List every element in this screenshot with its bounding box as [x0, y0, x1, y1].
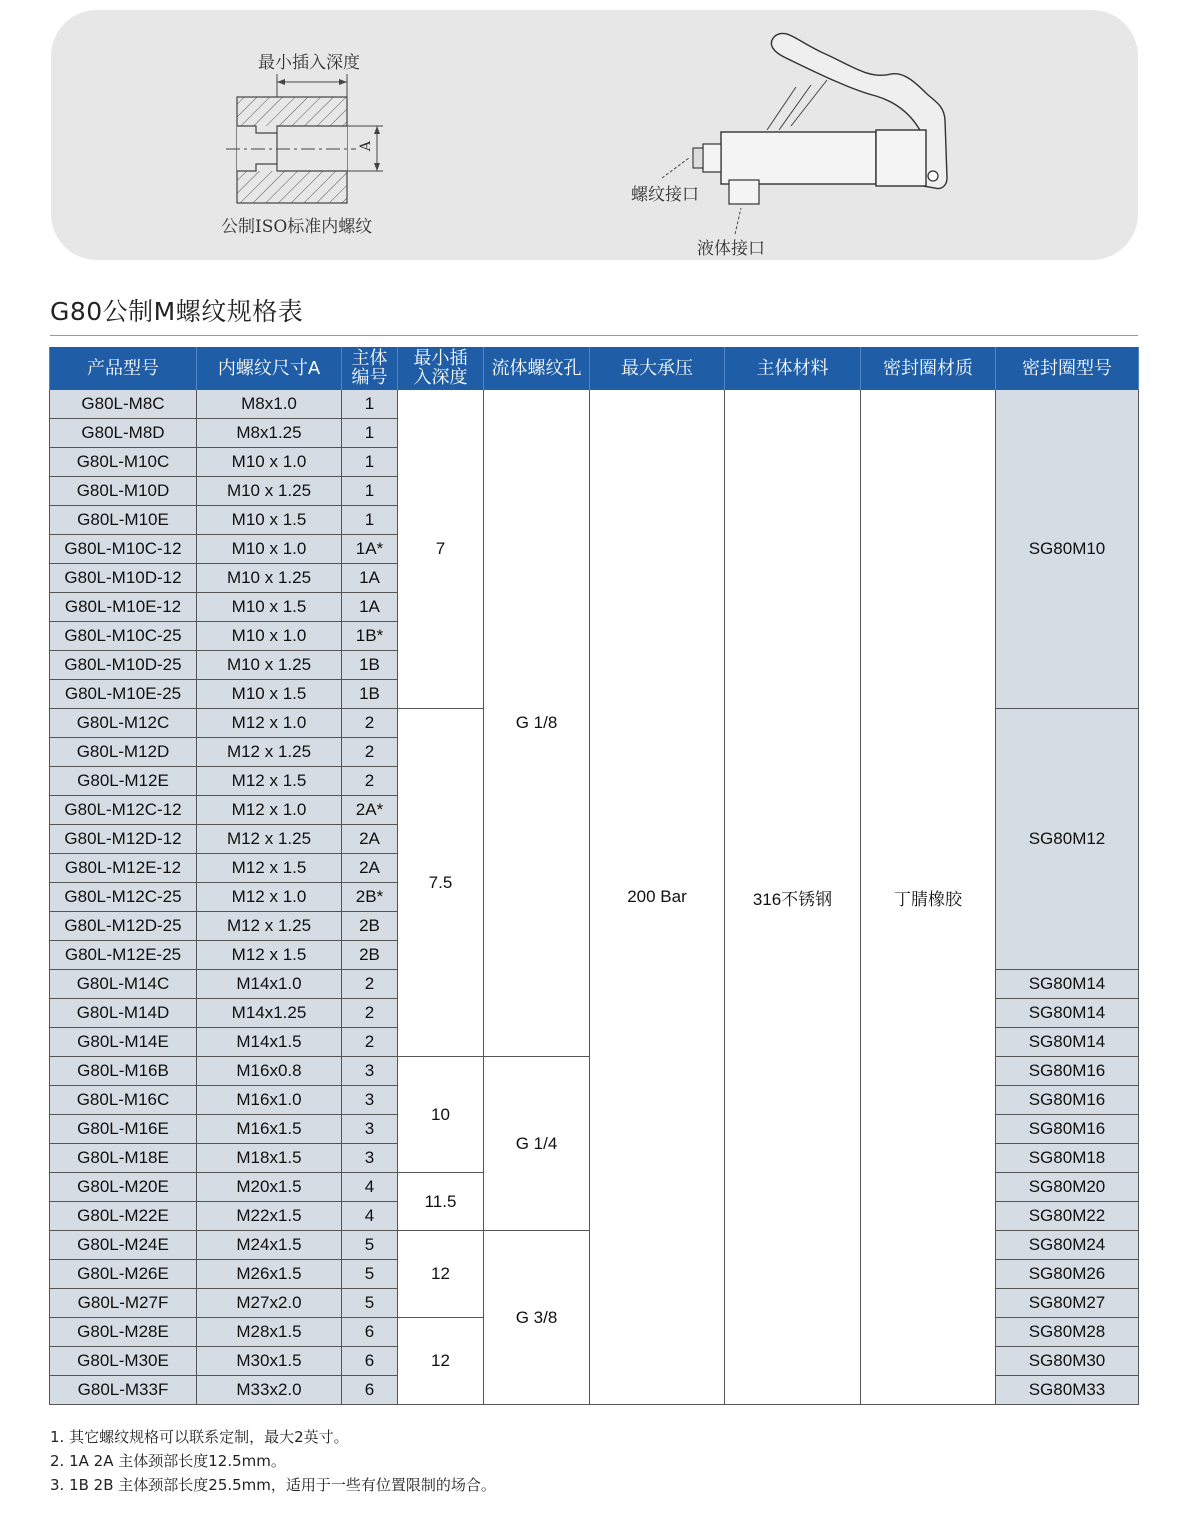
- body-no-cell: 2: [342, 970, 398, 999]
- spec-table: [49, 347, 1139, 1405]
- min-depth-label: 最小插入深度: [258, 53, 360, 73]
- min-depth-cell: 11.5: [398, 1173, 484, 1231]
- thread-size-cell: M10 x 1.5: [197, 680, 342, 709]
- note-3: 3. 1B 2B 主体颈部长度25.5mm，适用于一些有位置限制的场合。: [50, 1476, 496, 1494]
- diagram-drawing: [51, 10, 1138, 260]
- title-divider: [50, 335, 1138, 336]
- body-no-cell: 2B: [342, 912, 398, 941]
- body-no-cell: 1A*: [342, 535, 398, 564]
- body-no-cell: 6: [342, 1318, 398, 1347]
- thread-size-cell: M10 x 1.5: [197, 593, 342, 622]
- body-no-cell: 1A: [342, 564, 398, 593]
- thread-size-cell: M24x1.5: [197, 1231, 342, 1260]
- body-no-cell: 5: [342, 1260, 398, 1289]
- thread-size-cell: M14x1.25: [197, 999, 342, 1028]
- table-row: [50, 390, 1139, 419]
- thread-size-cell: M8x1.25: [197, 419, 342, 448]
- thread-size-cell: M10 x 1.25: [197, 564, 342, 593]
- body-no-cell: 1: [342, 477, 398, 506]
- model-cell: G80L-M14C: [50, 970, 197, 999]
- model-cell: G80L-M10C: [50, 448, 197, 477]
- body-no-cell: 1B: [342, 680, 398, 709]
- thread-size-cell: M12 x 1.0: [197, 883, 342, 912]
- model-cell: G80L-M20E: [50, 1173, 197, 1202]
- thread-size-cell: M10 x 1.0: [197, 535, 342, 564]
- thread-size-cell: M12 x 1.0: [197, 796, 342, 825]
- thread-size-cell: M16x1.0: [197, 1086, 342, 1115]
- max-pressure-cell: 200 Bar: [590, 390, 725, 1405]
- thread-size-cell: M12 x 1.25: [197, 825, 342, 854]
- thread-size-cell: M12 x 1.5: [197, 767, 342, 796]
- body-no-cell: 6: [342, 1376, 398, 1405]
- header-body-no: 主体 编号: [342, 347, 398, 390]
- body-no-cell: 2B*: [342, 883, 398, 912]
- model-cell: G80L-M12D-12: [50, 825, 197, 854]
- thread-size-cell: M10 x 1.0: [197, 622, 342, 651]
- table-header-row: [50, 347, 1139, 390]
- model-cell: G80L-M33F: [50, 1376, 197, 1405]
- thread-size-cell: M26x1.5: [197, 1260, 342, 1289]
- body-no-cell: 2A: [342, 854, 398, 883]
- body-no-cell: 2B: [342, 941, 398, 970]
- note-2: 2. 1A 2A 主体颈部长度12.5mm。: [50, 1452, 286, 1470]
- model-cell: G80L-M18E: [50, 1144, 197, 1173]
- body-no-cell: 1: [342, 419, 398, 448]
- header-min-depth: 最小插 入深度: [398, 347, 484, 390]
- min-depth-cell: 12: [398, 1318, 484, 1405]
- model-cell: G80L-M12C-12: [50, 796, 197, 825]
- model-cell: G80L-M12E-25: [50, 941, 197, 970]
- thread-size-cell: M12 x 1.0: [197, 709, 342, 738]
- thread-size-cell: M18x1.5: [197, 1144, 342, 1173]
- thread-size-cell: M12 x 1.5: [197, 941, 342, 970]
- body-no-cell: 2: [342, 709, 398, 738]
- seal-material-cell: 丁腈橡胶: [861, 390, 996, 1405]
- body-no-cell: 2: [342, 738, 398, 767]
- body-no-cell: 3: [342, 1057, 398, 1086]
- seal-model-cell: SG80M18: [996, 1144, 1139, 1173]
- model-cell: G80L-M27F: [50, 1289, 197, 1318]
- thread-section-drawing: [226, 74, 383, 203]
- body-no-cell: 5: [342, 1231, 398, 1260]
- body-no-cell: 1B: [342, 651, 398, 680]
- body-no-cell: 4: [342, 1173, 398, 1202]
- header-seal-model: 密封圈型号: [996, 347, 1139, 390]
- model-cell: G80L-M8C: [50, 390, 197, 419]
- body-no-cell: 1B*: [342, 622, 398, 651]
- thread-size-cell: M8x1.0: [197, 390, 342, 419]
- fluid-port-cell: G 1/4: [484, 1057, 590, 1231]
- header-body-material: 主体材料: [725, 347, 861, 390]
- model-cell: G80L-M14E: [50, 1028, 197, 1057]
- seal-model-cell: SG80M24: [996, 1231, 1139, 1260]
- model-cell: G80L-M26E: [50, 1260, 197, 1289]
- thread-size-cell: M10 x 1.25: [197, 477, 342, 506]
- seal-model-cell: SG80M20: [996, 1173, 1139, 1202]
- model-cell: G80L-M8D: [50, 419, 197, 448]
- thread-standard-label: 公制ISO标准内螺纹: [221, 217, 373, 237]
- model-cell: G80L-M10C-25: [50, 622, 197, 651]
- thread-size-cell: M30x1.5: [197, 1347, 342, 1376]
- model-cell: G80L-M28E: [50, 1318, 197, 1347]
- seal-model-cell: SG80M27: [996, 1289, 1139, 1318]
- body-no-cell: 2: [342, 767, 398, 796]
- body-no-cell: 4: [342, 1202, 398, 1231]
- seal-model-cell: SG80M16: [996, 1057, 1139, 1086]
- body-no-cell: 1: [342, 390, 398, 419]
- model-cell: G80L-M10C-12: [50, 535, 197, 564]
- section-title: G80公制M螺纹规格表: [50, 297, 304, 326]
- thread-size-cell: M14x1.5: [197, 1028, 342, 1057]
- model-cell: G80L-M12E-12: [50, 854, 197, 883]
- body-no-cell: 2A: [342, 825, 398, 854]
- min-depth-cell: 7.5: [398, 709, 484, 1057]
- body-no-cell: 3: [342, 1144, 398, 1173]
- header-max-pressure: 最大承压: [590, 347, 725, 390]
- model-cell: G80L-M14D: [50, 999, 197, 1028]
- model-cell: G80L-M16E: [50, 1115, 197, 1144]
- seal-model-cell: SG80M10: [996, 390, 1139, 709]
- note-1: 1. 其它螺纹规格可以联系定制，最大2英寸。: [50, 1428, 349, 1446]
- header-fluid-port: 流体螺纹孔: [484, 347, 590, 390]
- seal-model-cell: SG80M14: [996, 999, 1139, 1028]
- body-no-cell: 2A*: [342, 796, 398, 825]
- thread-size-cell: M28x1.5: [197, 1318, 342, 1347]
- body-no-cell: 1A: [342, 593, 398, 622]
- thread-size-cell: M27x2.0: [197, 1289, 342, 1318]
- body-no-cell: 5: [342, 1289, 398, 1318]
- thread-size-cell: M12 x 1.25: [197, 738, 342, 767]
- model-cell: G80L-M10D-25: [50, 651, 197, 680]
- diagram-panel: [51, 10, 1138, 260]
- seal-model-cell: SG80M14: [996, 970, 1139, 999]
- notes: [50, 1425, 496, 1497]
- thread-size-cell: M10 x 1.0: [197, 448, 342, 477]
- body-no-cell: 2: [342, 1028, 398, 1057]
- thread-size-cell: M14x1.0: [197, 970, 342, 999]
- body-no-cell: 3: [342, 1086, 398, 1115]
- thread-size-cell: M22x1.5: [197, 1202, 342, 1231]
- min-depth-cell: 12: [398, 1231, 484, 1318]
- thread-size-cell: M12 x 1.25: [197, 912, 342, 941]
- body-no-cell: 1: [342, 448, 398, 477]
- seal-model-cell: SG80M26: [996, 1260, 1139, 1289]
- body-no-cell: 6: [342, 1347, 398, 1376]
- model-cell: G80L-M24E: [50, 1231, 197, 1260]
- seal-model-cell: SG80M22: [996, 1202, 1139, 1231]
- model-cell: G80L-M12D-25: [50, 912, 197, 941]
- fluid-port-cell: G 1/8: [484, 390, 590, 1057]
- body-no-cell: 2: [342, 999, 398, 1028]
- model-cell: G80L-M30E: [50, 1347, 197, 1376]
- seal-model-cell: SG80M14: [996, 1028, 1139, 1057]
- model-cell: G80L-M16C: [50, 1086, 197, 1115]
- thread-size-cell: M33x2.0: [197, 1376, 342, 1405]
- thread-size-cell: M10 x 1.5: [197, 506, 342, 535]
- header-thread-size: 内螺纹尺寸A: [197, 347, 342, 390]
- table-body: [50, 390, 1139, 1405]
- thread-port-label: 螺纹接口: [631, 185, 699, 205]
- model-cell: G80L-M12C-25: [50, 883, 197, 912]
- model-cell: G80L-M12D: [50, 738, 197, 767]
- seal-model-cell: SG80M30: [996, 1347, 1139, 1376]
- model-cell: G80L-M10D-12: [50, 564, 197, 593]
- body-no-cell: 3: [342, 1115, 398, 1144]
- body-material-cell: 316不锈钢: [725, 390, 861, 1405]
- header-seal-material: 密封圈材质: [861, 347, 996, 390]
- seal-model-cell: SG80M28: [996, 1318, 1139, 1347]
- dimension-a-label: A: [358, 140, 375, 152]
- thread-size-cell: M20x1.5: [197, 1173, 342, 1202]
- thread-size-cell: M16x0.8: [197, 1057, 342, 1086]
- fluid-port-label: 液体接口: [697, 239, 765, 259]
- model-cell: G80L-M22E: [50, 1202, 197, 1231]
- model-cell: G80L-M12C: [50, 709, 197, 738]
- model-cell: G80L-M10D: [50, 477, 197, 506]
- seal-model-cell: SG80M16: [996, 1115, 1139, 1144]
- model-cell: G80L-M12E: [50, 767, 197, 796]
- seal-model-cell: SG80M33: [996, 1376, 1139, 1405]
- model-cell: G80L-M10E-12: [50, 593, 197, 622]
- model-cell: G80L-M10E-25: [50, 680, 197, 709]
- model-cell: G80L-M10E: [50, 506, 197, 535]
- seal-model-cell: SG80M16: [996, 1086, 1139, 1115]
- min-depth-cell: 10: [398, 1057, 484, 1173]
- body-no-cell: 1: [342, 506, 398, 535]
- seal-model-cell: SG80M12: [996, 709, 1139, 970]
- fluid-port-cell: G 3/8: [484, 1231, 590, 1405]
- thread-size-cell: M10 x 1.25: [197, 651, 342, 680]
- header-model: 产品型号: [50, 347, 197, 390]
- min-depth-cell: 7: [398, 390, 484, 709]
- connector-drawing: [662, 33, 947, 234]
- thread-size-cell: M16x1.5: [197, 1115, 342, 1144]
- model-cell: G80L-M16B: [50, 1057, 197, 1086]
- thread-size-cell: M12 x 1.5: [197, 854, 342, 883]
